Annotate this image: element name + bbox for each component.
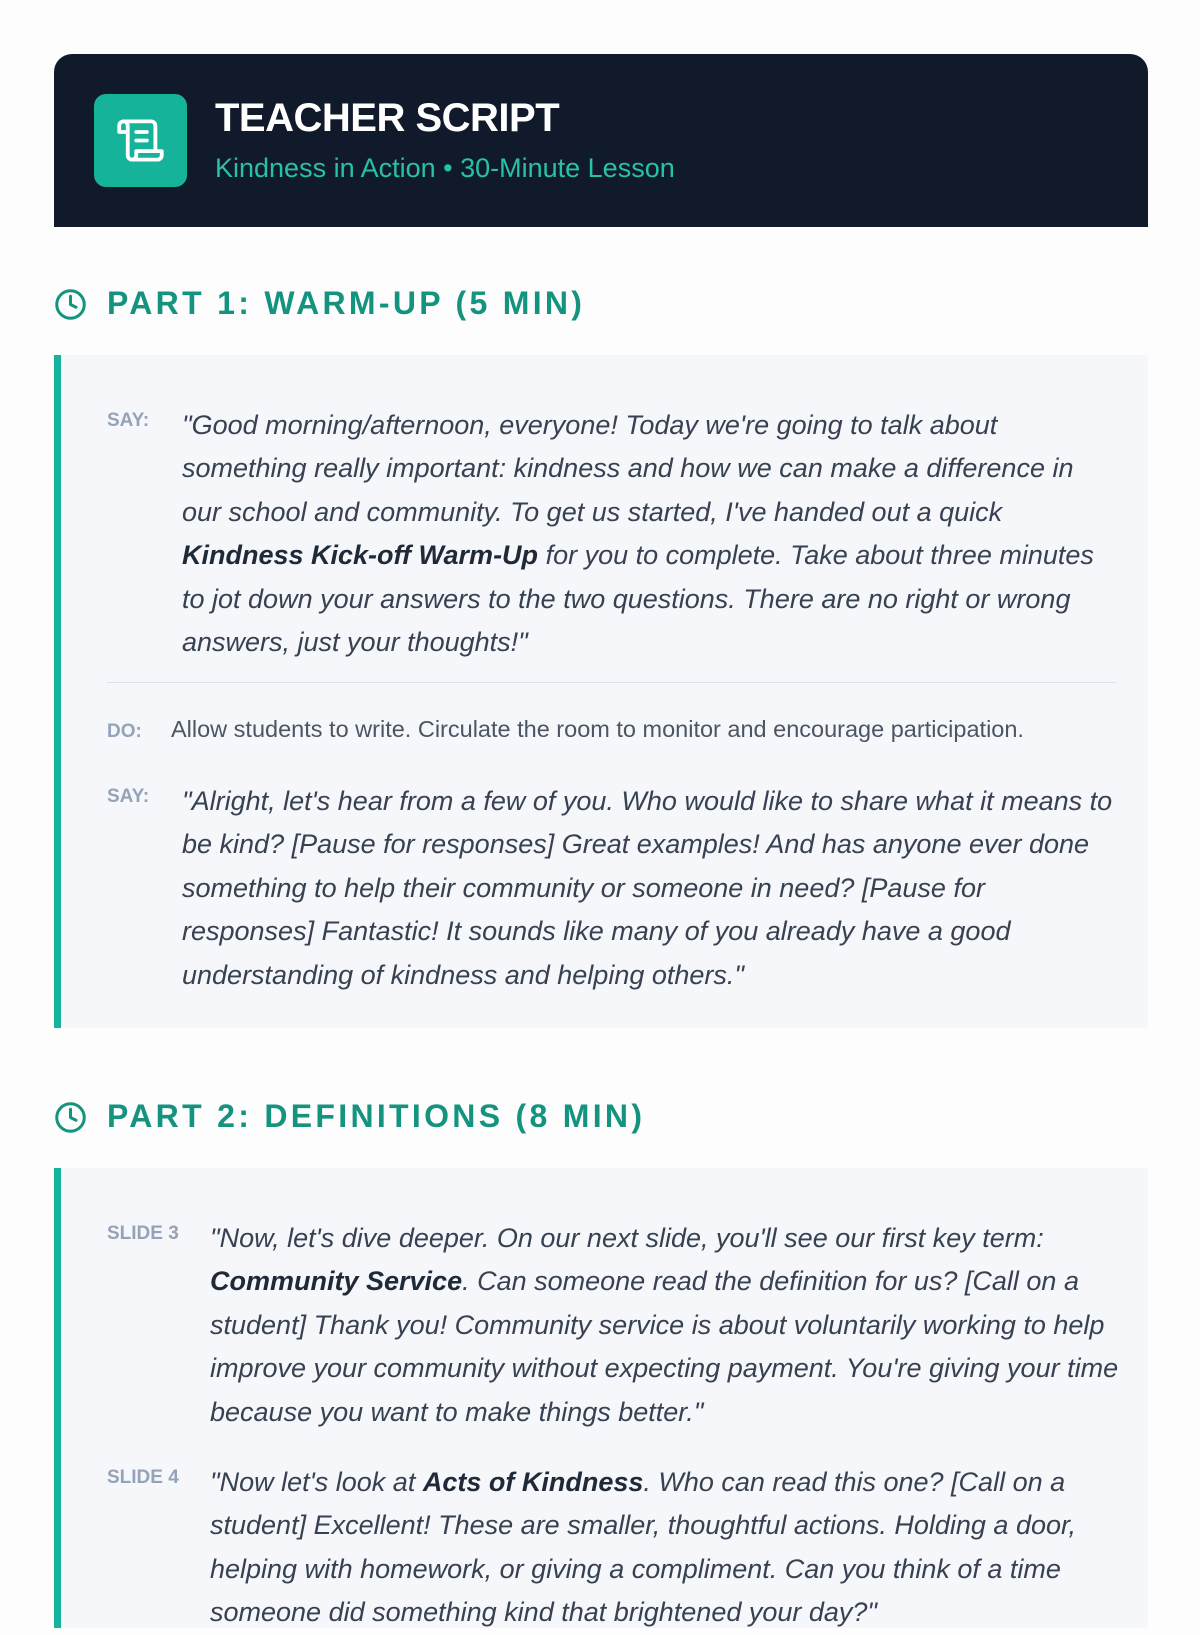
do-text: Allow students to write. Circulate the room to monitor and encourage participation. <box>171 716 1024 742</box>
slide-text: "Now let's look at Acts of Kindness. Who can read this one? [Call on a student] Excellent! These are smaller, thoughtful actions. Holding a door, helping with homework, or giving a compliment. Can you think of a time someone did something kind that brightened your day?" <box>210 1467 1077 1628</box>
section-title: PART 1: WARM-UP (5 MIN) <box>107 285 586 321</box>
clock-icon <box>54 1101 87 1134</box>
slide-label: SLIDE 3 <box>107 1223 179 1244</box>
bold-term: Kindness Kick-off Warm-Up <box>182 540 539 571</box>
do-label: DO: <box>107 721 142 742</box>
slide-text: "Now, let's dive deeper. On our next slide, you'll see our first key term: Community Service. Can someone read the definition for us? [Call on a student] Thank you! Community service is about voluntarily working to help improve your community without expecting payment. You're giving your time because you want to make things better." <box>210 1223 1119 1427</box>
scroll-icon <box>94 94 187 187</box>
say-label: SAY: <box>107 410 150 431</box>
divider <box>107 682 1116 683</box>
script-header <box>54 54 1148 227</box>
slide-label: SLIDE 4 <box>107 1467 179 1488</box>
say-text: "Good morning/afternoon, everyone! Today we're going to talk about something really important: kindness and how we can make a difference in our school and community. To get us started, I've handed out a quick Kindness Kick-off Warm-Up for you to complete. Take about three minutes to jot down your answers to the two questions. There are no right or wrong answers, just your thoughts!" <box>182 410 1094 658</box>
bold-term: Acts of Kindness <box>422 1467 644 1497</box>
section-title: PART 2: DEFINITIONS (8 MIN) <box>107 1098 646 1134</box>
page-title: TEACHER SCRIPT <box>215 96 560 140</box>
bold-term: Community Service <box>210 1266 463 1297</box>
say-label: SAY: <box>107 786 150 807</box>
say-text: "Alright, let's hear from a few of you. Who would like to share what it means to be kind? [Pause for responses] Great examples! And has anyone ever done something to help their community or someone in need? [Pause for responses] Fantastic! It sounds like many of you already have a good understanding of kindness and helping others." <box>182 786 1113 990</box>
script-card-part1 <box>54 355 1148 1028</box>
page-subtitle: Kindness in Action • 30-Minute Lesson <box>215 153 675 183</box>
script-card-part2 <box>54 1168 1148 1628</box>
clock-icon <box>54 288 87 321</box>
